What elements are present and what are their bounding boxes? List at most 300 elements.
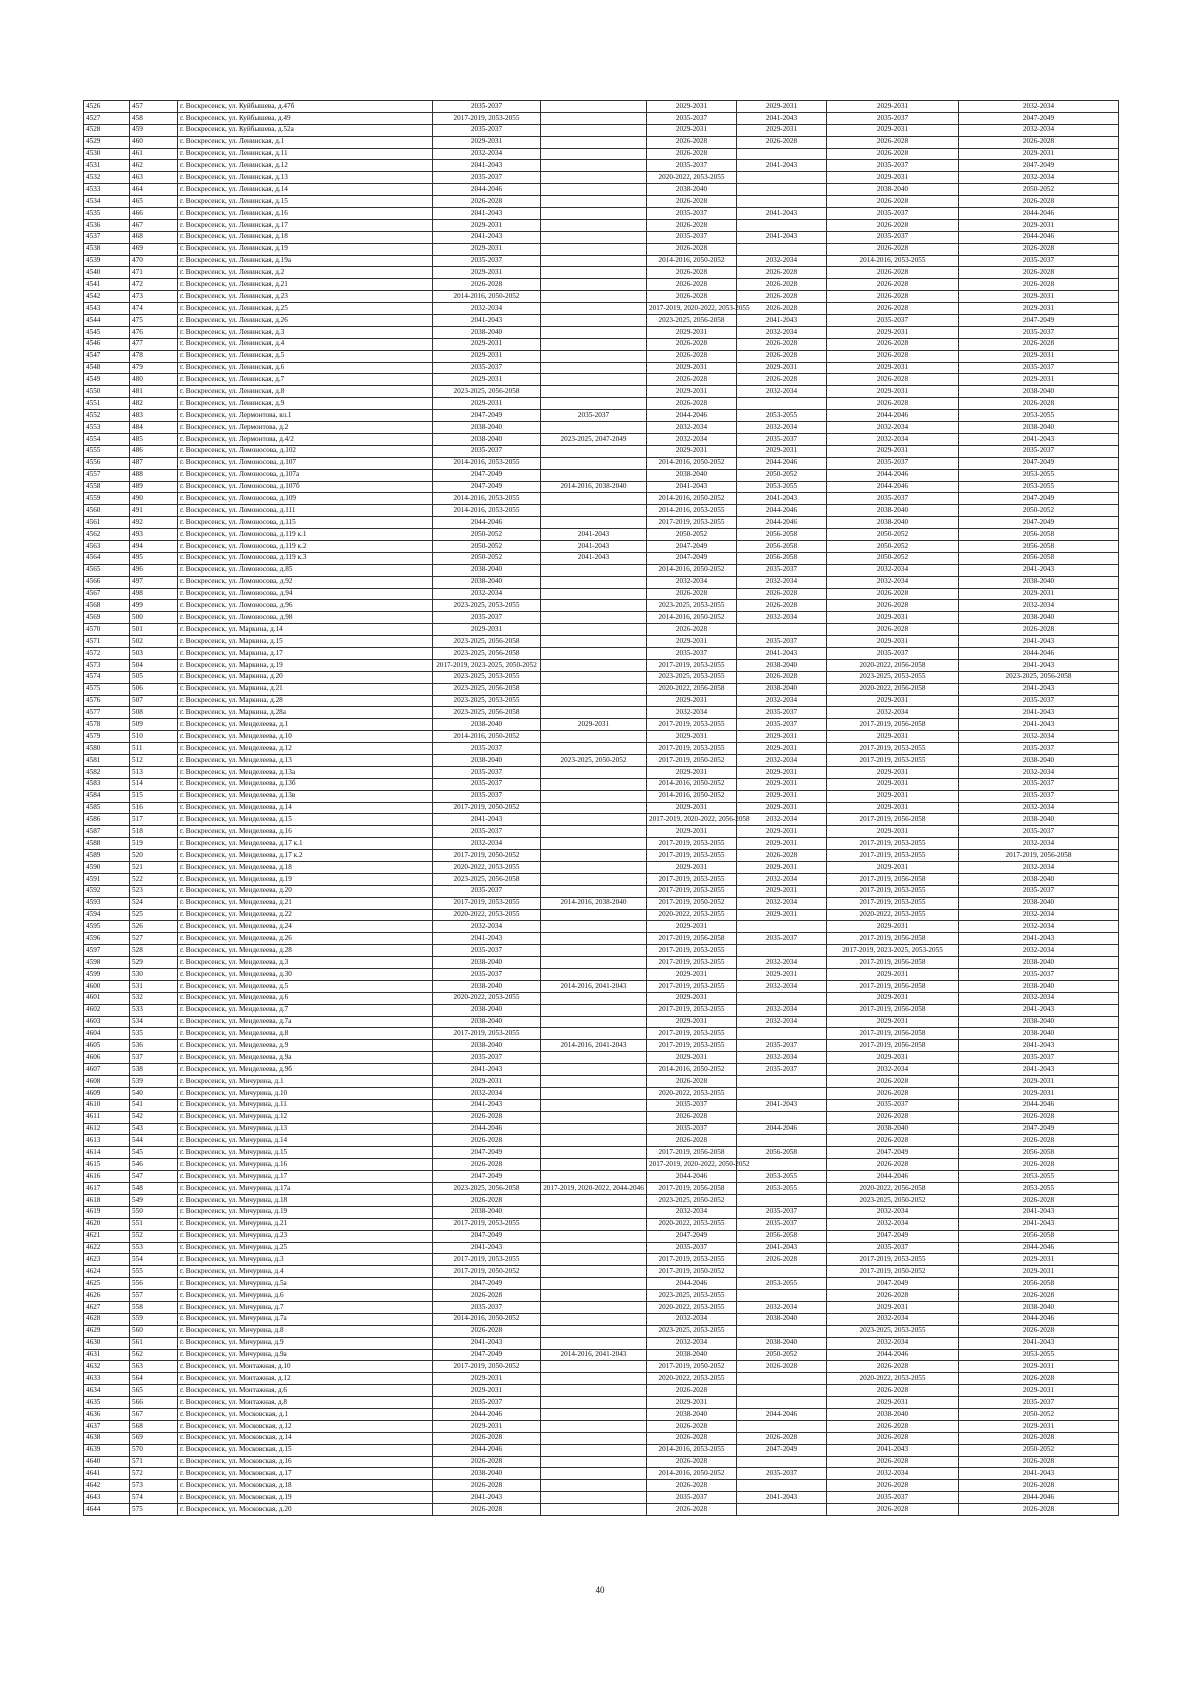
table-cell: 2041-2043	[541, 552, 647, 564]
table-cell: 2038-2040	[433, 754, 541, 766]
table-cell: 4589	[84, 850, 130, 862]
table-cell: 2023-2025, 2053-2055	[827, 671, 959, 683]
table-cell: 2023-2025, 2053-2055	[647, 1325, 737, 1337]
table-cell	[541, 1076, 647, 1088]
table-cell: 2041-2043	[959, 1064, 1119, 1076]
table-cell: 2041-2043	[433, 1242, 541, 1254]
table-cell: 2026-2028	[647, 291, 737, 303]
table-cell: 4545	[84, 326, 130, 338]
table-cell	[541, 564, 647, 576]
table-cell: 2014-2016, 2041-2043	[541, 980, 647, 992]
table-cell: г. Воскресенск, ул. Монтажная, д.8	[178, 1397, 433, 1409]
table-cell	[541, 1432, 647, 1444]
table-row	[84, 1492, 1119, 1504]
table-cell: 4609	[84, 1087, 130, 1099]
table-cell: 2038-2040	[959, 386, 1119, 398]
table-cell: г. Воскресенск, ул. Ленинская, д.7	[178, 374, 433, 386]
table-cell: 2026-2028	[827, 398, 959, 410]
table-cell: 2053-2055	[737, 1171, 827, 1183]
table-cell: 563	[130, 1361, 178, 1373]
table-row	[84, 600, 1119, 612]
table-cell: 4546	[84, 338, 130, 350]
table-cell: г. Воскресенск, ул. Мичурина, д.3	[178, 1254, 433, 1266]
table-cell: г. Воскресенск, ул. Мичурина, д.17а	[178, 1183, 433, 1195]
table-cell: 2050-2052	[827, 552, 959, 564]
table-row	[84, 909, 1119, 921]
table-cell: г. Воскресенск, ул. Менделеева, д.13	[178, 754, 433, 766]
table-cell: 2029-2031	[959, 1087, 1119, 1099]
table-cell: 513	[130, 766, 178, 778]
table-cell	[541, 1159, 647, 1171]
table-cell: 4542	[84, 291, 130, 303]
table-cell: 2032-2034	[959, 600, 1119, 612]
table-cell: 2026-2028	[737, 588, 827, 600]
table-cell: 2026-2028	[647, 267, 737, 279]
table-cell: 2026-2028	[959, 279, 1119, 291]
table-cell: 499	[130, 600, 178, 612]
table-cell: 4611	[84, 1111, 130, 1123]
table-cell	[541, 101, 647, 113]
table-cell: 2032-2034	[433, 303, 541, 315]
table-cell	[541, 814, 647, 826]
table-cell: 534	[130, 1016, 178, 1028]
table-cell: 4535	[84, 208, 130, 220]
table-cell: 2026-2028	[737, 303, 827, 315]
table-cell: 2047-2049	[433, 1278, 541, 1290]
table-cell: 2026-2028	[827, 136, 959, 148]
table-cell: 2035-2037	[433, 743, 541, 755]
table-row	[84, 101, 1119, 113]
table-cell: 4567	[84, 588, 130, 600]
table-row	[84, 1242, 1119, 1254]
table-row	[84, 897, 1119, 909]
table-cell: 535	[130, 1028, 178, 1040]
table-cell: 2041-2043	[959, 1004, 1119, 1016]
table-cell: 2038-2040	[433, 1468, 541, 1480]
table-cell: г. Воскресенск, ул. Ломоносова, д.94	[178, 588, 433, 600]
table-cell: 2026-2028	[737, 1432, 827, 1444]
table-cell: 2035-2037	[647, 1492, 737, 1504]
table-cell: 2038-2040	[959, 1028, 1119, 1040]
table-cell: 2041-2043	[959, 1337, 1119, 1349]
table-cell: 2029-2031	[647, 992, 737, 1004]
table-cell: 2041-2043	[737, 315, 827, 327]
table-cell: 2026-2028	[433, 1135, 541, 1147]
table-cell: 522	[130, 873, 178, 885]
table-row	[84, 885, 1119, 897]
table-cell: 2023-2025, 2056-2058	[433, 683, 541, 695]
table-row	[84, 731, 1119, 743]
table-cell: 497	[130, 576, 178, 588]
table-row	[84, 1349, 1119, 1361]
table-cell: г. Воскресенск, ул. Ломоносова, д.109	[178, 493, 433, 505]
table-cell: 2029-2031	[647, 1052, 737, 1064]
table-cell	[541, 909, 647, 921]
table-cell: 507	[130, 695, 178, 707]
table-cell: 2026-2028	[433, 1480, 541, 1492]
table-row	[84, 576, 1119, 588]
table-cell: 2029-2031	[647, 101, 737, 113]
table-cell: 551	[130, 1218, 178, 1230]
table-cell: 2032-2034	[737, 897, 827, 909]
table-cell: 2032-2034	[827, 1337, 959, 1349]
table-cell: 2050-2052	[433, 552, 541, 564]
table-cell: 2035-2037	[433, 885, 541, 897]
table-cell: 2041-2043	[433, 1099, 541, 1111]
table-cell: 2026-2028	[827, 1087, 959, 1099]
table-cell: 2029-2031	[959, 374, 1119, 386]
table-cell: 525	[130, 909, 178, 921]
table-cell: г. Воскресенск, ул. Ломоносова, д.107	[178, 457, 433, 469]
table-cell: 2047-2049	[959, 112, 1119, 124]
table-cell: 2014-2016, 2050-2052	[433, 731, 541, 743]
table-cell: 2017-2019, 2053-2055	[647, 1028, 737, 1040]
table-cell: 495	[130, 552, 178, 564]
table-cell: 2050-2052	[827, 540, 959, 552]
table-cell	[541, 1123, 647, 1135]
table-cell: 4553	[84, 422, 130, 434]
table-row	[84, 267, 1119, 279]
table-cell: 475	[130, 315, 178, 327]
table-cell: 2032-2034	[827, 564, 959, 576]
table-cell	[541, 279, 647, 291]
table-cell: 4534	[84, 196, 130, 208]
table-cell: 2032-2034	[737, 422, 827, 434]
table-cell: 2029-2031	[647, 802, 737, 814]
table-cell: 491	[130, 505, 178, 517]
table-row	[84, 1313, 1119, 1325]
table-row	[84, 374, 1119, 386]
table-row	[84, 766, 1119, 778]
table-cell: 4637	[84, 1420, 130, 1432]
table-cell: 2035-2037	[737, 1206, 827, 1218]
table-cell: 2041-2043	[647, 481, 737, 493]
table-cell: 2038-2040	[433, 326, 541, 338]
table-cell: 2017-2019, 2050-2052	[827, 1266, 959, 1278]
table-cell: 2038-2040	[959, 1301, 1119, 1313]
table-cell: 4556	[84, 457, 130, 469]
table-cell: 2047-2049	[433, 1171, 541, 1183]
table-cell	[541, 921, 647, 933]
table-cell: г. Воскресенск, ул. Мичурина, д.13	[178, 1123, 433, 1135]
table-cell: 2038-2040	[827, 1123, 959, 1135]
table-cell: 2026-2028	[827, 350, 959, 362]
table-cell: г. Воскресенск, ул. Менделеева, д.15	[178, 814, 433, 826]
table-cell	[541, 422, 647, 434]
table-cell: 540	[130, 1087, 178, 1099]
table-row	[84, 148, 1119, 160]
table-cell: г. Воскресенск, ул. Ломоносова, д.111	[178, 505, 433, 517]
table-cell	[541, 1325, 647, 1337]
table-row	[84, 243, 1119, 255]
table-cell: 2038-2040	[647, 184, 737, 196]
table-cell: 2047-2049	[647, 552, 737, 564]
table-cell: 2056-2058	[959, 552, 1119, 564]
table-cell: г. Воскресенск, ул. Менделеева, д.9а	[178, 1052, 433, 1064]
table-cell: 4592	[84, 885, 130, 897]
table-row	[84, 1076, 1119, 1088]
table-cell	[541, 826, 647, 838]
table-cell: 2017-2019, 2053-2055	[433, 897, 541, 909]
table-cell: 2026-2028	[959, 338, 1119, 350]
table-cell	[541, 1194, 647, 1206]
table-cell: 2044-2046	[647, 410, 737, 422]
table-cell: 469	[130, 243, 178, 255]
table-cell: г. Воскресенск, ул. Ленинская, д.16	[178, 208, 433, 220]
table-cell: 2041-2043	[433, 1337, 541, 1349]
table-row	[84, 980, 1119, 992]
table-cell: 2017-2019, 2053-2055	[433, 1218, 541, 1230]
table-cell: 2035-2037	[827, 160, 959, 172]
table-cell: 2029-2031	[433, 243, 541, 255]
table-cell: 2035-2037	[433, 445, 541, 457]
table-cell: 2029-2031	[959, 1254, 1119, 1266]
table-cell: 4573	[84, 659, 130, 671]
table-cell: 2017-2019, 2053-2055	[647, 873, 737, 885]
table-cell: 2026-2028	[827, 588, 959, 600]
table-cell: 561	[130, 1337, 178, 1349]
table-cell: 2053-2055	[959, 469, 1119, 481]
table-cell: 2044-2046	[827, 1171, 959, 1183]
table-cell: 2041-2043	[433, 160, 541, 172]
table-cell: 2032-2034	[959, 766, 1119, 778]
table-cell: 2017-2019, 2053-2055	[433, 1254, 541, 1266]
table-cell: 2029-2031	[827, 362, 959, 374]
table-row	[84, 921, 1119, 933]
table-cell: 2038-2040	[433, 1206, 541, 1218]
table-cell: 2017-2019, 2020-2022, 2050-2052	[647, 1159, 737, 1171]
table-cell: 2017-2019, 2050-2052	[433, 1361, 541, 1373]
table-cell: 4571	[84, 636, 130, 648]
table-cell: 4530	[84, 148, 130, 160]
table-cell: 2035-2037	[433, 790, 541, 802]
table-cell: 2017-2019, 2056-2058	[827, 957, 959, 969]
table-cell	[541, 1468, 647, 1480]
table-cell	[737, 1076, 827, 1088]
table-cell: г. Воскресенск, ул. Маркина, д.20	[178, 671, 433, 683]
table-row	[84, 945, 1119, 957]
table-cell: 564	[130, 1373, 178, 1385]
table-cell: 2017-2019, 2050-2052	[433, 1266, 541, 1278]
table-cell: 479	[130, 362, 178, 374]
table-cell: 2041-2043	[959, 1206, 1119, 1218]
table-cell: 2032-2034	[827, 576, 959, 588]
table-cell: 2041-2043	[959, 683, 1119, 695]
table-cell: 2035-2037	[827, 493, 959, 505]
table-row	[84, 1087, 1119, 1099]
table-cell: 2044-2046	[433, 1408, 541, 1420]
table-cell: 4587	[84, 826, 130, 838]
table-cell: 559	[130, 1313, 178, 1325]
table-cell: 2032-2034	[959, 838, 1119, 850]
table-cell: 2041-2043	[737, 208, 827, 220]
table-cell	[541, 219, 647, 231]
table-cell: г. Воскресенск, ул. Мичурина, д.5а	[178, 1278, 433, 1290]
table-cell: 2032-2034	[959, 862, 1119, 874]
table-cell: г. Воскресенск, ул. Мичурина, д.17	[178, 1171, 433, 1183]
table-cell: 2044-2046	[827, 469, 959, 481]
table-cell: 2029-2031	[959, 291, 1119, 303]
table-cell: г. Воскресенск, ул. Менделеева, д.13в	[178, 790, 433, 802]
table-cell: 536	[130, 1040, 178, 1052]
table-row	[84, 279, 1119, 291]
table-cell: 2041-2043	[433, 315, 541, 327]
table-cell: 531	[130, 980, 178, 992]
table-cell: 2050-2052	[737, 469, 827, 481]
table-cell: 2026-2028	[737, 350, 827, 362]
table-cell: 2032-2034	[433, 588, 541, 600]
table-cell: 2029-2031	[959, 219, 1119, 231]
table-cell: 2035-2037	[827, 1492, 959, 1504]
table-cell: 2041-2043	[959, 659, 1119, 671]
table-cell: г. Воскресенск, ул. Менделеева, д.21	[178, 897, 433, 909]
table-cell: 2047-2049	[827, 1278, 959, 1290]
table-cell: 2035-2037	[737, 707, 827, 719]
table-cell: 2026-2028	[959, 624, 1119, 636]
table-row	[84, 1301, 1119, 1313]
table-cell: г. Воскресенск, ул. Ленинская, д.19	[178, 243, 433, 255]
table-cell: 2029-2031	[959, 1266, 1119, 1278]
table-cell: 2032-2034	[647, 433, 737, 445]
table-row	[84, 505, 1119, 517]
table-cell: 538	[130, 1064, 178, 1076]
table-cell: 2029-2031	[737, 885, 827, 897]
table-cell	[541, 457, 647, 469]
table-cell: 4550	[84, 386, 130, 398]
table-cell: 516	[130, 802, 178, 814]
table-cell: 2029-2031	[827, 124, 959, 136]
table-cell	[541, 374, 647, 386]
table-cell: 4616	[84, 1171, 130, 1183]
table-cell	[541, 659, 647, 671]
table-cell: 2026-2028	[433, 1456, 541, 1468]
table-cell: г. Воскресенск, ул. Мичурина, д.15	[178, 1147, 433, 1159]
table-cell: г. Воскресенск, ул. Ленинская, д.11	[178, 148, 433, 160]
table-cell: 2020-2022, 2053-2055	[433, 992, 541, 1004]
table-cell	[541, 743, 647, 755]
table-row	[84, 303, 1119, 315]
table-cell: 2020-2022, 2053-2055	[647, 172, 737, 184]
table-cell: 575	[130, 1504, 178, 1516]
table-row	[84, 802, 1119, 814]
table-cell: 500	[130, 612, 178, 624]
table-cell: 2023-2025, 2056-2058	[433, 647, 541, 659]
table-cell: 2017-2019, 2053-2055	[827, 754, 959, 766]
table-cell: 2017-2019, 2053-2055	[433, 1028, 541, 1040]
table-row	[84, 350, 1119, 362]
table-cell: 2050-2052	[647, 529, 737, 541]
table-cell	[541, 992, 647, 1004]
table-cell: 2026-2028	[827, 338, 959, 350]
table-cell: 2023-2025, 2056-2058	[433, 707, 541, 719]
table-cell: г. Воскресенск, ул. Маркина, д.14	[178, 624, 433, 636]
table-cell: 554	[130, 1254, 178, 1266]
table-cell: 2023-2025, 2053-2055	[433, 671, 541, 683]
table-cell: 2032-2034	[737, 576, 827, 588]
table-cell: 2026-2028	[737, 374, 827, 386]
table-cell: 2032-2034	[647, 422, 737, 434]
table-cell: 4600	[84, 980, 130, 992]
table-cell	[737, 1456, 827, 1468]
table-row	[84, 1254, 1119, 1266]
table-cell: 2026-2028	[737, 850, 827, 862]
table-cell: 2020-2022, 2053-2055	[647, 1087, 737, 1099]
table-cell: 2038-2040	[959, 814, 1119, 826]
table-cell: 2023-2025, 2047-2049	[541, 433, 647, 445]
table-cell: 2029-2031	[737, 790, 827, 802]
table-cell: 4631	[84, 1349, 130, 1361]
table-cell: 2014-2016, 2050-2052	[647, 778, 737, 790]
table-cell: 4544	[84, 315, 130, 327]
table-cell: 4606	[84, 1052, 130, 1064]
table-cell: 2032-2034	[959, 172, 1119, 184]
table-cell: 2017-2019, 2056-2058	[827, 1004, 959, 1016]
table-cell: 2029-2031	[433, 1385, 541, 1397]
table-cell: 2041-2043	[541, 529, 647, 541]
table-cell: 2020-2022, 2053-2055	[433, 862, 541, 874]
table-cell: 2017-2019, 2053-2055	[433, 112, 541, 124]
table-cell: г. Воскресенск, ул. Мичурина, д.9а	[178, 1349, 433, 1361]
table-cell	[541, 1444, 647, 1456]
table-cell	[541, 1111, 647, 1123]
table-cell	[541, 160, 647, 172]
table-cell: 2050-2052	[827, 529, 959, 541]
table-cell: 2026-2028	[827, 1480, 959, 1492]
table-cell: 574	[130, 1492, 178, 1504]
table-cell: 2032-2034	[433, 148, 541, 160]
table-cell: 2035-2037	[647, 160, 737, 172]
table-cell: 2026-2028	[827, 374, 959, 386]
table-cell: 2041-2043	[433, 1492, 541, 1504]
table-cell: г. Воскресенск, ул. Маркина, д.15	[178, 636, 433, 648]
table-cell: 2035-2037	[959, 885, 1119, 897]
table-cell: 4629	[84, 1325, 130, 1337]
table-cell: 2035-2037	[433, 101, 541, 113]
table-cell: 512	[130, 754, 178, 766]
table-cell: 2026-2028	[647, 1135, 737, 1147]
table-cell: 2029-2031	[433, 374, 541, 386]
table-cell: 2041-2043	[959, 636, 1119, 648]
table-row	[84, 1135, 1119, 1147]
table-cell: 4559	[84, 493, 130, 505]
table-cell: 2014-2016, 2053-2055	[647, 505, 737, 517]
table-cell	[541, 255, 647, 267]
table-cell: 4622	[84, 1242, 130, 1254]
table-cell: 2023-2025, 2053-2055	[647, 600, 737, 612]
table-cell: 2026-2028	[827, 1504, 959, 1516]
table-cell: 547	[130, 1171, 178, 1183]
table-cell: 2050-2052	[433, 540, 541, 552]
table-cell: 2029-2031	[433, 1420, 541, 1432]
table-cell: 2017-2019, 2056-2058	[959, 850, 1119, 862]
table-cell: 2053-2055	[737, 410, 827, 422]
table-row	[84, 814, 1119, 826]
table-cell: 2026-2028	[647, 338, 737, 350]
table-cell: 2047-2049	[959, 457, 1119, 469]
table-cell: г. Воскресенск, ул. Ломоносова, д.115	[178, 517, 433, 529]
table-cell: 2014-2016, 2053-2055	[433, 457, 541, 469]
table-cell: 2020-2022, 2053-2055	[647, 1218, 737, 1230]
table-row	[84, 850, 1119, 862]
table-cell: 2017-2019, 2050-2052	[647, 1361, 737, 1373]
table-row	[84, 1420, 1119, 1432]
table-row	[84, 1504, 1119, 1516]
table-cell	[541, 1266, 647, 1278]
table-cell: 2050-2052	[959, 1408, 1119, 1420]
table-cell: г. Воскресенск, ул. Мичурина, д.8	[178, 1325, 433, 1337]
table-cell: 2038-2040	[737, 659, 827, 671]
table-cell: 2029-2031	[827, 1052, 959, 1064]
